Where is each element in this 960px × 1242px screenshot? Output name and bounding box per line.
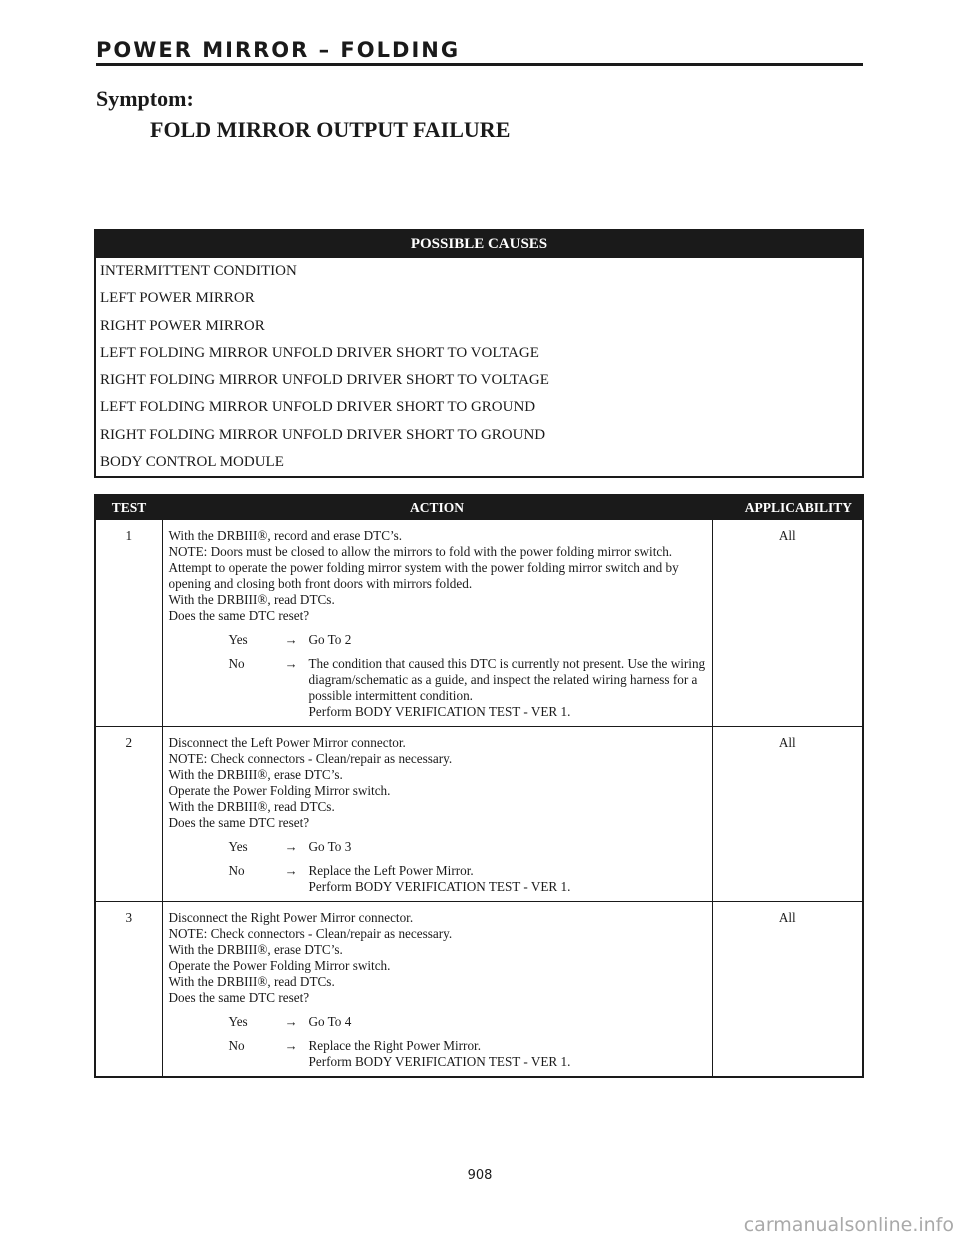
symptom-name: FOLD MIRROR OUTPUT FAILURE [150, 117, 511, 142]
no-result [309, 656, 707, 720]
no-label: No [228, 1038, 245, 1053]
action-line: With the DRBIII®, record and erase DTC’s. [168, 528, 403, 543]
yes-result [309, 632, 707, 648]
test-step-row [95, 902, 863, 1078]
action-line: With the DRBIII®, read DTCs. [168, 974, 335, 989]
no-branch [169, 863, 707, 895]
action-line: Operate the Power Folding Mirror switch. [168, 958, 391, 973]
title-rule [96, 63, 863, 66]
no-branch [169, 1038, 707, 1070]
cause-item: RIGHT FOLDING MIRROR UNFOLD DRIVER SHORT TO VOLTAGE [100, 372, 549, 389]
no-result-line: Perform BODY VERIFICATION TEST - VER 1. [308, 879, 571, 894]
step-action [162, 727, 712, 902]
page-number: 908 [467, 1168, 493, 1183]
yes-result-line: Go To 4 [308, 1014, 352, 1029]
action-line: Does the same DTC reset? [168, 990, 310, 1005]
header-test: TEST [95, 495, 162, 520]
action-line: NOTE: Doors must be closed to allow the mirrors to fold with the power folding mirror switch. [168, 544, 673, 559]
yes-result [309, 839, 707, 855]
yes-branch [169, 632, 707, 648]
no-label: No [228, 656, 245, 671]
test-table [94, 494, 864, 1078]
yes-label: Yes [228, 632, 248, 647]
action-line: With the DRBIII®, read DTCs. [168, 799, 335, 814]
cause-item: INTERMITTENT CONDITION [100, 263, 297, 279]
yes-result-line: Go To 2 [308, 632, 352, 647]
cause-item: LEFT POWER MIRROR [100, 290, 255, 307]
cause-item: RIGHT FOLDING MIRROR UNFOLD DRIVER SHORT TO GROUND [100, 426, 546, 443]
action-line: Disconnect the Right Power Mirror connector. [168, 910, 414, 925]
step-action [162, 520, 712, 727]
no-label: No [228, 863, 245, 878]
section-title: POWER MIRROR – FOLDING [96, 38, 461, 62]
no-result [309, 1038, 707, 1070]
test-step-row [95, 727, 863, 902]
action-line: With the DRBIII®, erase DTC’s. [168, 942, 343, 957]
step-applicability: All [712, 520, 863, 727]
no-branch [169, 656, 707, 720]
yes-label: Yes [228, 1014, 248, 1029]
step-number: 2 [95, 727, 162, 902]
step-applicability: All [712, 727, 863, 902]
no-result-line: Perform BODY VERIFICATION TEST - VER 1. [308, 704, 571, 719]
test-steps [95, 520, 863, 1077]
yes-result-line: Go To 3 [308, 839, 352, 854]
header-action: ACTION [162, 495, 712, 520]
action-line: Operate the Power Folding Mirror switch. [168, 783, 391, 798]
no-result-line: Replace the Left Power Mirror. [308, 863, 474, 878]
arrow-icon: → [284, 1014, 298, 1029]
cause-item: LEFT FOLDING MIRROR UNFOLD DRIVER SHORT TO VOLTAGE [100, 344, 539, 361]
action-line: Does the same DTC reset? [168, 608, 310, 623]
action-line: NOTE: Check connectors - Clean/repair as necessary. [168, 926, 453, 941]
test-step-row [95, 520, 863, 727]
cause-item: RIGHT POWER MIRROR [100, 317, 265, 334]
action-line: Attempt to operate the power folding mirror system with the power folding mirror switch and by opening and closing both front doors with mirrors folded. [168, 560, 679, 591]
action-line: Disconnect the Left Power Mirror connector. [168, 735, 406, 750]
arrow-icon: → [284, 839, 298, 854]
header-applicability: APPLICABILITY [712, 495, 863, 520]
no-result-line: The condition that caused this DTC is currently not present. Use the wiring diagram/schematic as a guide, and inspect the related wiring harness for a possible intermittent condition. [308, 656, 706, 703]
possible-causes-table [94, 229, 864, 478]
action-line: With the DRBIII®, read DTCs. [168, 592, 335, 607]
yes-result [309, 1014, 707, 1030]
action-line: Does the same DTC reset? [168, 815, 310, 830]
no-result-line: Perform BODY VERIFICATION TEST - VER 1. [308, 1054, 571, 1069]
step-number: 3 [95, 902, 162, 1078]
yes-branch [169, 839, 707, 855]
yes-label: Yes [228, 839, 248, 854]
no-result [309, 863, 707, 895]
step-number: 1 [95, 520, 162, 727]
action-line: NOTE: Check connectors - Clean/repair as necessary. [168, 751, 453, 766]
cause-item: BODY CONTROL MODULE [100, 454, 284, 471]
arrow-icon: → [284, 1038, 298, 1053]
possible-causes-header: POSSIBLE CAUSES [96, 231, 862, 258]
cause-item: LEFT FOLDING MIRROR UNFOLD DRIVER SHORT TO GROUND [100, 399, 536, 416]
step-applicability: All [712, 902, 863, 1078]
step-action [162, 902, 712, 1078]
arrow-icon: → [284, 632, 298, 647]
watermark: carmanualsonline.info [743, 1214, 954, 1236]
symptom-label: Symptom: [96, 86, 194, 111]
yes-branch [169, 1014, 707, 1030]
arrow-icon: → [284, 863, 298, 878]
test-table-header [95, 495, 863, 520]
action-line: With the DRBIII®, erase DTC’s. [168, 767, 343, 782]
arrow-icon: → [284, 656, 298, 671]
no-result-line: Replace the Right Power Mirror. [308, 1038, 481, 1053]
